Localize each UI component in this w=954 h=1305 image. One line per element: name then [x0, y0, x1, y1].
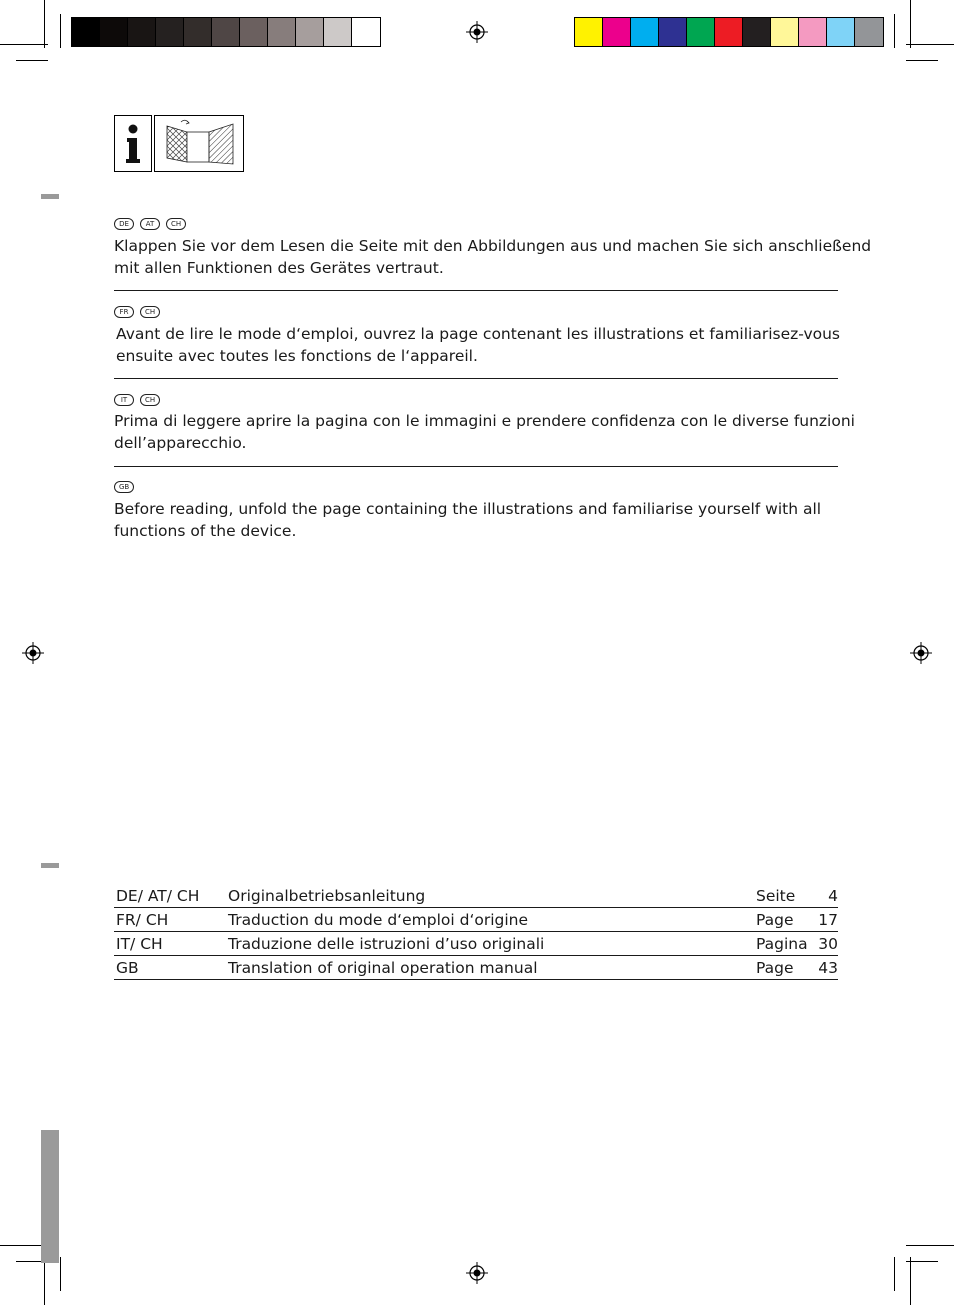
language-badges-it	[114, 394, 160, 406]
language-badges-fr	[114, 306, 160, 318]
color-swatch	[771, 18, 799, 46]
crop-mark	[0, 44, 48, 45]
toc-row[interactable]	[114, 908, 838, 932]
toc-title: Translation of original operation manual	[228, 959, 538, 977]
instruction-paragraph-it: Prima di leggere aprire la pagina con le immagini e prendere confidenza con le diverse funzioni dell’apparecchio.	[114, 412, 855, 452]
crop-mark	[906, 60, 938, 61]
side-tab-marker	[41, 863, 59, 868]
instruction-paragraph-gb: Before reading, unfold the page containing the illustrations and familiarise yourself with all functions of the device.	[114, 500, 822, 540]
toc-language: FR/ CH	[116, 911, 169, 929]
info-icon	[114, 115, 152, 172]
color-swatch	[100, 18, 128, 46]
toc-row[interactable]	[114, 956, 838, 980]
toc-title: Originalbetriebsanleitung	[228, 887, 426, 905]
toc-page-number: 30	[818, 935, 838, 953]
color-swatch	[743, 18, 771, 46]
crop-mark	[44, 1257, 45, 1305]
registration-mark-icon	[466, 1262, 488, 1284]
toc-page-label: Page	[756, 911, 794, 929]
toc-page-label: Seite	[756, 887, 796, 905]
fold-illustration-icon	[155, 116, 243, 171]
registration-mark-icon	[466, 21, 488, 43]
crop-mark	[44, 0, 45, 48]
color-swatch	[296, 18, 324, 46]
color-swatch	[827, 18, 855, 46]
color-swatch	[352, 18, 380, 46]
side-tab-block	[41, 1130, 59, 1263]
color-swatch	[324, 18, 352, 46]
unfold-page-icon	[154, 115, 244, 172]
crop-mark	[906, 44, 954, 45]
color-swatch	[156, 18, 184, 46]
crop-mark	[894, 1257, 895, 1291]
color-swatch	[268, 18, 296, 46]
color-swatch	[128, 18, 156, 46]
color-swatch	[575, 18, 603, 46]
crop-mark	[906, 1245, 954, 1246]
toc-page-number: 43	[818, 959, 838, 977]
toc-page-number: 17	[818, 911, 838, 929]
grayscale-color-bar	[71, 17, 381, 47]
language-badges-de	[114, 218, 186, 230]
registration-mark-icon	[22, 642, 44, 664]
language-badge: IT	[114, 394, 134, 406]
toc-row[interactable]	[114, 884, 838, 908]
color-swatch	[603, 18, 631, 46]
crop-mark	[60, 1257, 61, 1291]
section-divider	[114, 378, 838, 379]
language-badges-gb	[114, 481, 134, 493]
table-of-contents	[114, 884, 838, 980]
color-swatch	[72, 18, 100, 46]
color-swatch	[240, 18, 268, 46]
language-badge: FR	[114, 306, 134, 318]
section-divider	[114, 290, 838, 291]
section-divider	[114, 466, 838, 467]
toc-language: IT/ CH	[116, 935, 163, 953]
toc-page-label: Pagina	[756, 935, 808, 953]
language-badge: AT	[140, 218, 160, 230]
color-swatch	[687, 18, 715, 46]
instruction-paragraph-fr: Avant de lire le mode d‘emploi, ouvrez la page contenant les illustrations et familiarisez-vous ensuite avec toutes les fonctions de l‘appareil.	[116, 325, 840, 365]
toc-title: Traduzione delle istruzioni d’uso originali	[228, 935, 545, 953]
language-badge: CH	[140, 306, 160, 318]
crop-mark	[894, 14, 895, 48]
language-badge: DE	[114, 218, 134, 230]
side-tab-marker	[41, 194, 59, 199]
color-swatch	[184, 18, 212, 46]
crop-mark	[60, 14, 61, 48]
toc-language: DE/ AT/ CH	[116, 887, 200, 905]
toc-title: Traduction du mode d‘emploi d‘origine	[228, 911, 529, 929]
toc-page-number: 4	[828, 887, 838, 905]
instruction-paragraph-de: Klappen Sie vor dem Lesen die Seite mit den Abbildungen aus und machen Sie sich anschließend mit allen Funktionen des Gerätes vertraut.	[114, 237, 872, 277]
color-swatch	[212, 18, 240, 46]
cmyk-color-bar	[574, 17, 884, 47]
color-swatch	[715, 18, 743, 46]
language-badge: CH	[166, 218, 186, 230]
toc-page-label: Page	[756, 959, 794, 977]
color-swatch	[631, 18, 659, 46]
color-swatch	[799, 18, 827, 46]
crop-mark	[910, 0, 911, 48]
info-glyph-icon	[115, 116, 151, 171]
toc-language: GB	[116, 959, 139, 977]
color-swatch	[659, 18, 687, 46]
color-swatch	[855, 18, 883, 46]
crop-mark	[910, 1257, 911, 1305]
toc-row[interactable]	[114, 932, 838, 956]
language-badge: GB	[114, 481, 134, 493]
language-badge: CH	[140, 394, 160, 406]
registration-mark-icon	[910, 642, 932, 664]
crop-mark	[16, 60, 48, 61]
